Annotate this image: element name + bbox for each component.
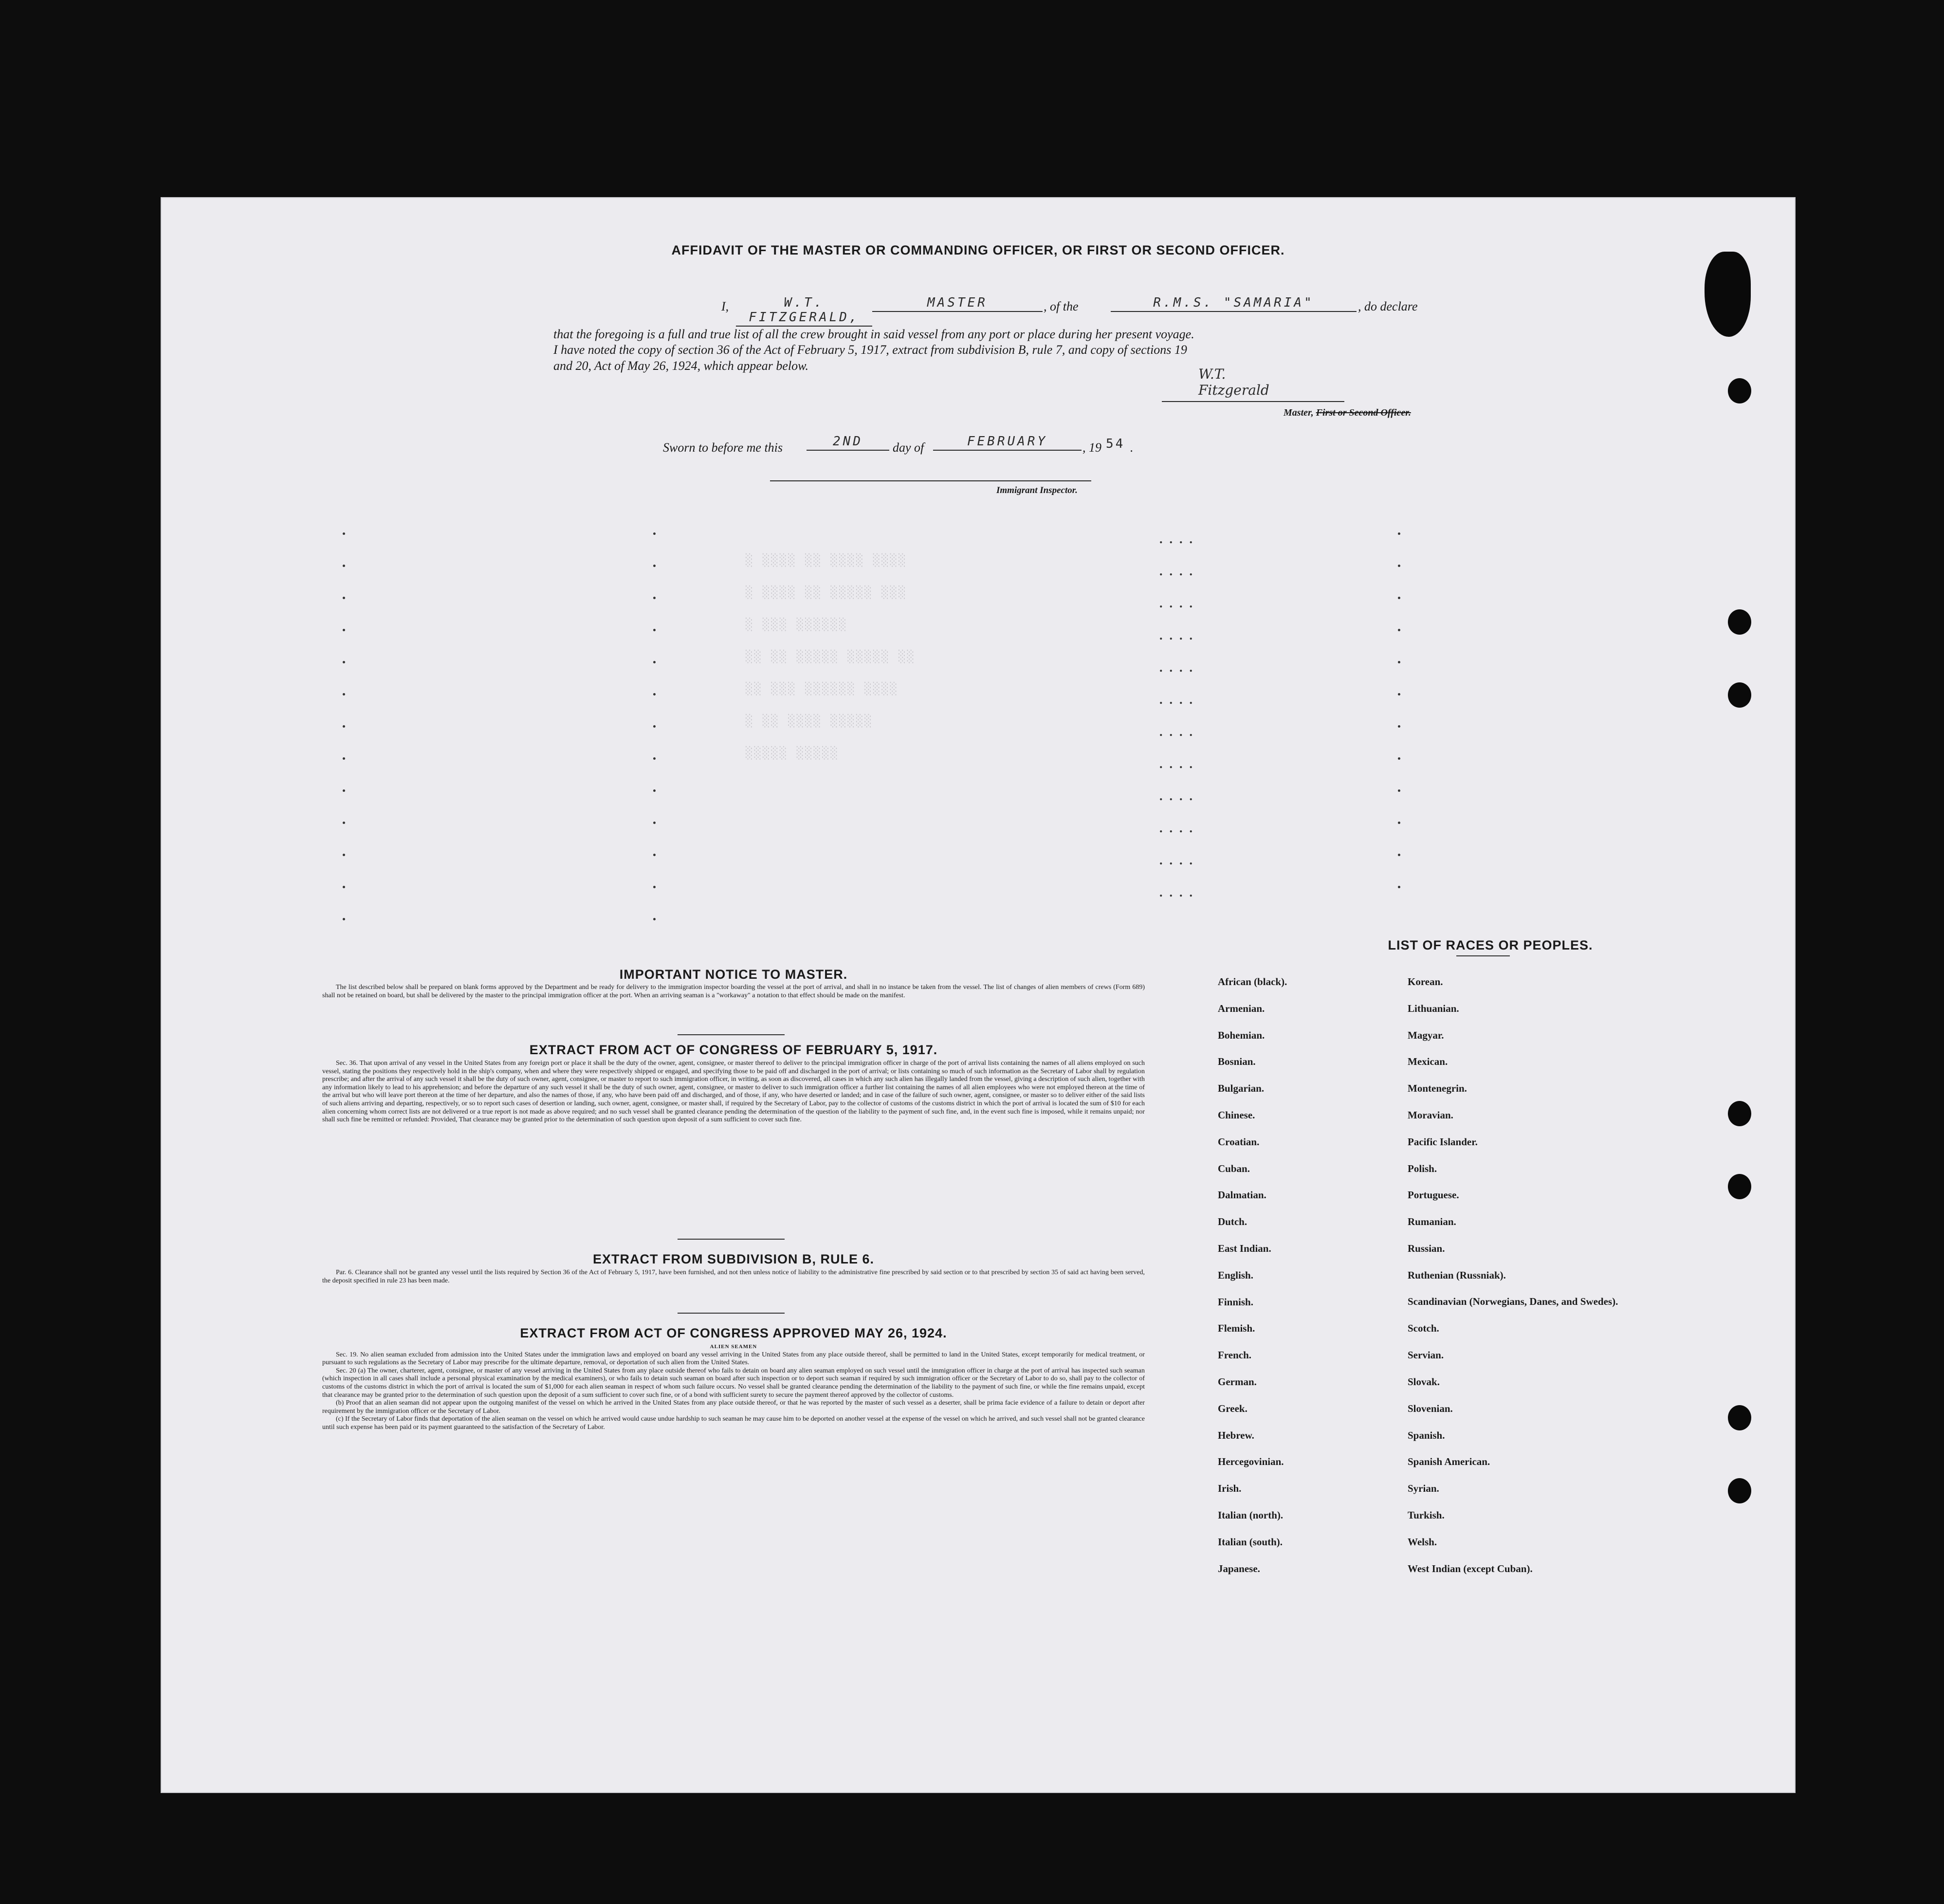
declarant-i: I, xyxy=(721,299,729,313)
races-divider xyxy=(1456,955,1510,956)
of-the-text: , of the xyxy=(1044,299,1079,313)
race-item: Bosnian. xyxy=(1218,1056,1256,1068)
show-through-text: ░ ░░░░ ░░ ░░░░░ ░░░ xyxy=(746,586,907,599)
act-1917-text xyxy=(322,1060,1145,1124)
year-prefix: , 19 xyxy=(1082,440,1101,455)
signature-caption xyxy=(1284,407,1411,419)
leader-dot xyxy=(343,629,345,631)
race-item: East Indian. xyxy=(1218,1242,1271,1254)
leader-dot xyxy=(1398,886,1400,888)
punch-hole xyxy=(1728,1405,1751,1430)
leader-dot xyxy=(343,661,345,663)
leader-dot xyxy=(343,725,345,728)
race-item: Russian. xyxy=(1408,1242,1445,1254)
race-item: French. xyxy=(1218,1349,1252,1361)
act-1917-paragraph: Sec. 36. That upon arrival of any vessel in the United States from any foreign port or place it shall be the duty of the owner, agent, consignee, or master thereof to deliver to the principal immigration officer in charge of the port of arrival lists containing the names of all aliens employed on such vessel, stating the positions they respectively hold in the ship's company, when and where they were respectively shipped or engaged, and specifying those to be paid off and discharged in the port of arrival; or lists containing so much of such information as the Secretary of Labor shall by regulation prescribe; and after the arrival of any such vessel it shall be the duty of such owner, agent, consignee, or master to report to such immigration officer, in writing, as soon as discovered, all cases in which any such alien has illegally landed from the vessel, giving a description of such alien, together with any information likely to lead to his apprehension; and before the departure of any such vessel it shall be the duty of such owner, agent, consignee, or master to deliver to such immigration officer a further list containing the names of all alien employees who were not employed thereon at the time of the arrival but who will leave port thereon at the time of her departure, and also the names of those, if any, who have been paid off and discharged, and of those, if any, who have deserted or landed; and in case of the failure of such owner, agent, consignee, or master so to deliver either of the said lists of such aliens arriving and departing, respectively, or so to report such cases of desertion or landing, such owner, agent, consignee, or master shall, if required by the Secretary of Labor, pay to the collector of customs of the customs district in which the port of arrival is located the sum of $10 for each alien concerning whom correct lists are not delivered or a true report is not made as above required; and no such vessel shall be granted clearance pending the determination of the question of the liability to the payment of such fine, and, in the event such fine is imposed, while it remains unpaid; nor shall such fine be remitted or refunded: Provided, That clearance may be granted prior to the determination of such question upon deposit of a sum sufficient to cover such fine. xyxy=(322,1060,1145,1124)
leader-dot xyxy=(653,789,656,792)
leader-dot xyxy=(1398,822,1400,824)
do-declare-text: , do declare xyxy=(1358,299,1418,313)
year-suffix: . xyxy=(1130,440,1134,455)
leader-dot xyxy=(343,886,345,888)
race-item: Cuban. xyxy=(1218,1162,1250,1174)
subdivision-paragraph: Par. 6. Clearance shall not be granted any vessel until the lists required by Section 36 of the Act of February 5, 1917, have been furnished, and not then unless notice of liability to the administrative fine prescribed by said section or to that prescribed by section 35 of said act having been served, the deposit specified in rule 23 has been made. xyxy=(322,1269,1145,1284)
signature-line xyxy=(1162,401,1344,402)
notice-title: IMPORTANT NOTICE TO MASTER. xyxy=(619,967,848,982)
leader-dot xyxy=(1398,757,1400,760)
sec-20c-paragraph: (c) If the Secretary of Labor finds that deportation of the alien seaman on the vessel on which he arrived would cause undue hardship to such seaman he may cause him to be deported on another vessel at the expense of the vessel on which he arrived, and such vessel shall not be granted clearance until such expense has been paid or its payment guaranteed to the satisfaction of the Secretary of Labor. xyxy=(322,1415,1145,1431)
race-item: Greek. xyxy=(1218,1402,1247,1414)
race-item: Armenian. xyxy=(1218,1002,1265,1014)
struck-officer-label: First or Second Officer. xyxy=(1316,407,1411,418)
race-item: West Indian (except Cuban). xyxy=(1408,1562,1533,1574)
leader-dot xyxy=(1398,725,1400,728)
race-item: African (black). xyxy=(1218,976,1287,988)
race-item: Dutch. xyxy=(1218,1216,1247,1228)
race-item: Slovak. xyxy=(1408,1375,1440,1388)
leader-dots-right: .... .... .... .... .... .... .... .... .... .... .... .... xyxy=(1159,532,1199,899)
race-item: Servian. xyxy=(1408,1349,1444,1361)
leader-dot xyxy=(1398,565,1400,567)
race-item: Dalmatian. xyxy=(1218,1189,1266,1201)
section-divider xyxy=(678,1034,785,1035)
sec-20b-paragraph: (b) Proof that an alien seaman did not appear upon the outgoing manifest of the vessel on which he arrived in the United States from any place outside thereof, or that he was reported by the master of such vessel as a deserter, shall be prima facie evidence of a failure to detain or deport after requirement by the immigration officer or the Secretary of Labor. xyxy=(322,1399,1145,1415)
race-item: Welsh. xyxy=(1408,1536,1437,1548)
race-item: Spanish American. xyxy=(1408,1456,1490,1468)
year-field: 54 xyxy=(1106,437,1125,451)
show-through-text: ░░░░░ ░░░░░ xyxy=(746,746,839,760)
leader-dot xyxy=(1398,789,1400,792)
race-item: Ruthenian (Russniak). xyxy=(1408,1269,1506,1281)
race-item: Scotch. xyxy=(1408,1322,1439,1335)
declaration-line-3: I have noted the copy of section 36 of the Act of February 5, 1917, extract from subdivision B, rule 7, and copy of sections 19 xyxy=(553,343,1187,357)
races-left-column xyxy=(1218,976,1287,1589)
leader-dot xyxy=(653,693,656,696)
race-item: Moravian. xyxy=(1408,1109,1453,1121)
master-name-field: W.T. FITZGERALD, xyxy=(736,295,872,327)
inspector-label: Immigrant Inspector. xyxy=(996,485,1078,495)
leader-dot xyxy=(653,661,656,663)
leader-dot xyxy=(343,693,345,696)
leader-dot xyxy=(653,532,656,535)
punch-hole xyxy=(1728,682,1751,708)
races-right-column xyxy=(1408,976,1618,1589)
leader-dot xyxy=(1398,693,1400,696)
race-item: Finnish. xyxy=(1218,1296,1253,1308)
leader-dot xyxy=(1398,661,1400,663)
leader-dot xyxy=(1398,532,1400,535)
leader-dot xyxy=(343,565,345,567)
vessel-name-field: R.M.S. "SAMARIA" xyxy=(1111,295,1357,312)
leader-dot xyxy=(343,789,345,792)
race-item: Pacific Islander. xyxy=(1408,1135,1478,1148)
race-item: Spanish. xyxy=(1408,1429,1445,1441)
race-item: Slovenian. xyxy=(1408,1402,1453,1414)
subdivision-text xyxy=(322,1269,1145,1285)
punch-hole xyxy=(1728,1101,1751,1126)
leader-dot xyxy=(653,757,656,760)
leader-dot xyxy=(343,757,345,760)
race-item: Polish. xyxy=(1408,1162,1437,1174)
leader-dot xyxy=(1398,597,1400,599)
leader-dot xyxy=(653,886,656,888)
race-item: Korean. xyxy=(1408,976,1443,988)
leader-dot xyxy=(343,597,345,599)
race-item: Mexican. xyxy=(1408,1056,1448,1068)
section-divider xyxy=(678,1313,785,1314)
act-1924-title: EXTRACT FROM ACT OF CONGRESS APPROVED MAY 26, 1924. xyxy=(520,1326,947,1340)
affidavit-page xyxy=(161,197,1796,1793)
race-item: Scandinavian (Norwegians, Danes, and Swedes). xyxy=(1408,1295,1618,1307)
race-item: Turkish. xyxy=(1408,1509,1445,1521)
race-item: Chinese. xyxy=(1218,1109,1255,1121)
month-field: FEBRUARY xyxy=(933,434,1082,451)
leader-dot xyxy=(653,565,656,567)
leader-dot xyxy=(1398,854,1400,856)
declaration-line-2: that the foregoing is a full and true list of all the crew brought in said vessel from any port or place during her present voyage. xyxy=(553,327,1194,341)
sworn-prefix: Sworn to before me this xyxy=(663,440,783,455)
race-item: Montenegrin. xyxy=(1408,1082,1467,1095)
race-item: Rumanian. xyxy=(1408,1216,1456,1228)
leader-dot xyxy=(653,854,656,856)
leader-dot xyxy=(343,822,345,824)
notice-text xyxy=(322,984,1145,1000)
race-item: German. xyxy=(1218,1375,1257,1388)
race-item: Hebrew. xyxy=(1218,1429,1254,1441)
punch-hole xyxy=(1728,1174,1751,1199)
race-item: Portuguese. xyxy=(1408,1189,1459,1201)
punch-hole xyxy=(1728,378,1751,403)
leader-dot xyxy=(653,629,656,631)
race-item: Hercegovinian. xyxy=(1218,1456,1284,1468)
affidavit-title: AFFIDAVIT OF THE MASTER OR COMMANDING OFFICER, OR FIRST OR SECOND OFFICER. xyxy=(671,243,1285,257)
race-item: Magyar. xyxy=(1408,1029,1444,1041)
section-divider xyxy=(678,1239,785,1240)
race-item: Japanese. xyxy=(1218,1562,1260,1574)
inspector-signature-line xyxy=(770,480,1091,481)
sec-20a-paragraph: Sec. 20 (a) The owner, charterer, agent, consignee, or master of any vessel arriving in the United States from any place outside thereof who fails to detain on board any alien seaman employed on such vessel until the immigration officer in charge at the port of arrival has inspected such seaman (which inspection in all cases shall include a personal physical examination by the medical examiners), or who fails to detain such seaman on board after such inspection or to deport such seaman if required by such immigration officer or the Secretary of Labor to do so, shall pay to the collector of customs of the customs district in which the port of arrival is located the sum of $1,000 for each alien seaman in respect of whom such failure occurs. No vessel shall be granted clearance pending the determination of the liability to the payment of such fine, or while the fine remains unpaid, except that clearance may be granted prior to the determination of such question upon the deposit of a sum sufficient to cover such fine, or of a bond with sufficient surety to secure the payment thereof approved by the collector of customs. xyxy=(322,1367,1145,1399)
subdivision-title: EXTRACT FROM SUBDIVISION B, RULE 6. xyxy=(592,1252,875,1266)
race-item: Irish. xyxy=(1218,1483,1242,1495)
show-through-text: ░ ░░ ░░░░ ░░░░░ xyxy=(746,714,873,728)
race-item: Syrian. xyxy=(1408,1483,1439,1495)
race-item: Italian (south). xyxy=(1218,1536,1283,1548)
show-through-text: ░ ░░░░ ░░ ░░░░ ░░░░ xyxy=(746,553,907,567)
show-through-text: ░░ ░░ ░░░░░ ░░░░░ ░░ xyxy=(746,650,916,663)
race-item: Bohemian. xyxy=(1218,1029,1265,1041)
leader-dot xyxy=(653,918,656,920)
leader-dot xyxy=(653,822,656,824)
race-item: Italian (north). xyxy=(1218,1509,1284,1521)
leader-dot xyxy=(343,854,345,856)
act-1917-title: EXTRACT FROM ACT OF CONGRESS OF FEBRUARY 5, 1917. xyxy=(529,1043,938,1057)
alien-seamen-subhead: ALIEN SEAMEN xyxy=(710,1344,757,1350)
sec-19-paragraph: Sec. 19. No alien seaman excluded from admission into the United States under the immigration laws and employed on board any vessel arriving in the United States from any place outside thereof, shall be permitted to land in the United States, except temporarily for medical treatment, or pursuant to such regulations as the Secretary of Labor may prescribe for the ultimate departure, removal, or deportation of such alien from the United States. xyxy=(322,1351,1145,1367)
leader-dot xyxy=(1398,629,1400,631)
race-item: Flemish. xyxy=(1218,1322,1255,1335)
act-1924-text xyxy=(322,1343,1145,1432)
race-item: Bulgarian. xyxy=(1218,1082,1265,1095)
declaration-line-4: and 20, Act of May 26, 1924, which appear below. xyxy=(553,359,809,373)
leader-dot xyxy=(653,725,656,728)
notice-paragraph: The list described below shall be prepared on blank forms approved by the Department and be ready for delivery to the immigration inspector boarding the vessel at the port of arrival, and shall in no instance be taken from the vessel. The list of changes of alien members of crews (Form 689) shall not be retained on board, but shall be delivered by the master to the principal immigration officer at the port. When an arriving seaman is a "workaway" a notation to that effect should be made on the manifest. xyxy=(322,984,1145,999)
master-signature: W.T. Fitzgerald xyxy=(1198,366,1269,398)
leader-dot xyxy=(343,918,345,920)
leader-dot xyxy=(343,532,345,535)
master-label: Master, xyxy=(1284,407,1314,418)
ink-blot xyxy=(1705,252,1751,337)
punch-hole xyxy=(1728,1478,1751,1503)
race-item: English. xyxy=(1218,1269,1253,1281)
race-item: Croatian. xyxy=(1218,1135,1260,1148)
leader-dot xyxy=(653,597,656,599)
master-position-field: MASTER xyxy=(872,295,1043,312)
punch-hole xyxy=(1728,609,1751,635)
show-through-text: ░ ░░░ ░░░░░░ xyxy=(746,618,848,631)
day-of-text: day of xyxy=(893,440,924,455)
races-title: LIST OF RACES OR PEOPLES. xyxy=(1388,938,1593,952)
show-through-text: ░░ ░░░ ░░░░░░ ░░░░ xyxy=(746,682,899,696)
declaration-line xyxy=(721,299,729,314)
day-field: 2ND xyxy=(807,434,889,451)
race-item: Lithuanian. xyxy=(1408,1002,1459,1014)
